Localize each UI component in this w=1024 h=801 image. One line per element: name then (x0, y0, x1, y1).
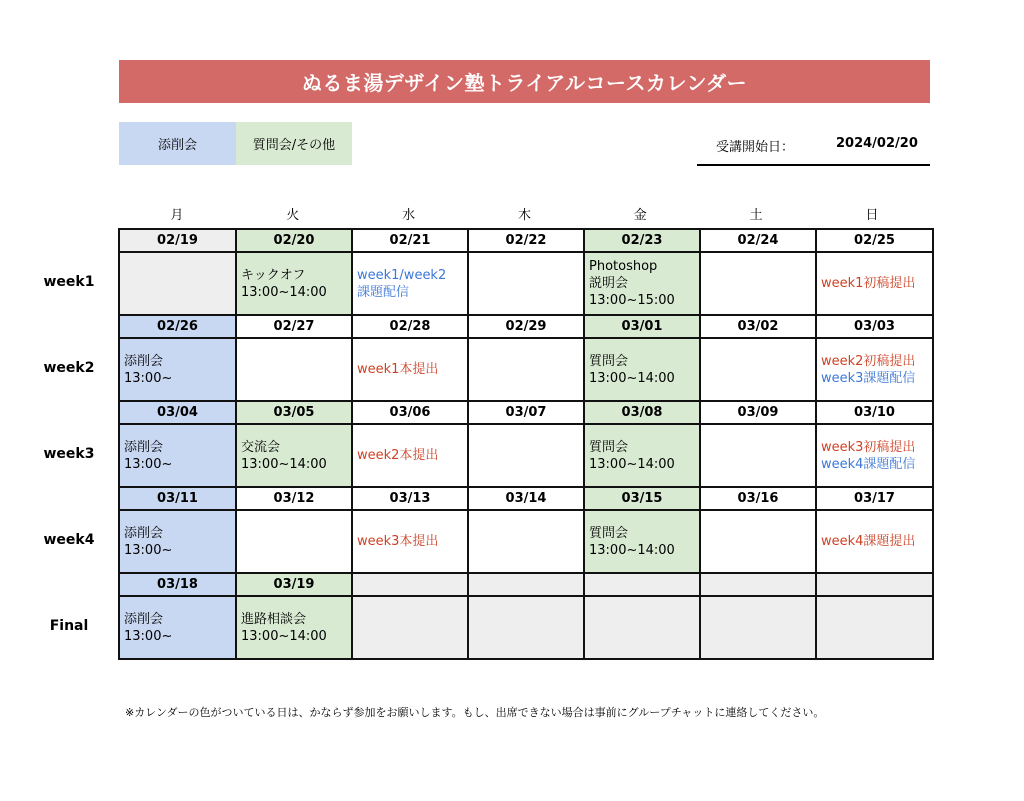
date-cell: 02/27 (236, 315, 352, 338)
date-cell: 02/25 (816, 229, 933, 252)
event-cell (584, 338, 700, 401)
event-cell (352, 596, 468, 659)
event-cell (236, 596, 352, 659)
event-cell (236, 338, 352, 401)
event-text: 説明会 (589, 276, 629, 291)
event-cell (816, 424, 933, 487)
event-text: 添削会 (124, 353, 164, 369)
event-cell (119, 252, 236, 315)
event-text: 13:00~14:00 (241, 456, 327, 472)
event-text: 添削会 (124, 525, 164, 541)
event-text: week3本提出 (357, 534, 439, 549)
weekday-mon: 月 (170, 208, 184, 223)
event-row (119, 424, 933, 487)
date-cell: 03/10 (816, 401, 933, 424)
start-date-underline (697, 164, 930, 166)
event-cell (816, 596, 933, 659)
event-cell (700, 252, 816, 315)
event-cell (700, 424, 816, 487)
date-cell (700, 573, 816, 596)
event-text: 13:00~ (124, 628, 173, 644)
date-row (119, 487, 933, 510)
event-text: キックオフ (241, 267, 306, 283)
event-cell (119, 338, 236, 401)
event-text: 13:00~ (124, 542, 173, 558)
event-text: 13:00~14:00 (241, 628, 327, 644)
date-cell: 02/23 (584, 229, 700, 252)
event-text: 添削会 (124, 611, 164, 627)
date-cell: 02/26 (119, 315, 236, 338)
weekday-fri: 金 (633, 208, 647, 223)
week-label: week2 (43, 359, 95, 376)
event-cell (119, 424, 236, 487)
legend-correction-session: 添削会 (119, 122, 236, 165)
event-text: week4課題提出 (821, 534, 916, 549)
date-cell: 03/07 (468, 401, 584, 424)
event-cell (119, 510, 236, 573)
event-cell (352, 338, 468, 401)
event-text: week2本提出 (357, 448, 439, 463)
event-text: week3課題配信 (821, 370, 916, 386)
calendar-title: ぬるま湯デザイン塾トライアルコースカレンダー (119, 60, 930, 103)
weekday-sun: 日 (865, 208, 879, 223)
weekday-wed: 水 (402, 208, 416, 223)
event-text: 質問会 (589, 353, 629, 369)
start-date-value: 2024/02/20 (836, 136, 918, 151)
event-row (119, 252, 933, 315)
event-text: 13:00~ (124, 370, 173, 386)
weekday-tue: 火 (286, 208, 300, 223)
event-cell (816, 510, 933, 573)
date-cell: 03/06 (352, 401, 468, 424)
event-text: 13:00~14:00 (589, 542, 675, 558)
event-text: week1本提出 (357, 362, 439, 377)
date-cell: 03/09 (700, 401, 816, 424)
event-text: 添削会 (124, 439, 164, 455)
event-cell (468, 424, 584, 487)
event-cell (584, 252, 700, 315)
event-text: week1初稿提出 (821, 276, 916, 291)
event-cell (584, 596, 700, 659)
date-cell: 03/17 (816, 487, 933, 510)
event-cell (468, 596, 584, 659)
event-row (119, 510, 933, 573)
event-text: 課題配信 (357, 284, 410, 300)
legend-qa-other: 質問会/その他 (236, 122, 352, 165)
date-cell (468, 573, 584, 596)
event-cell (352, 510, 468, 573)
date-cell: 02/24 (700, 229, 816, 252)
event-cell (236, 510, 352, 573)
date-cell (352, 573, 468, 596)
event-cell (816, 338, 933, 401)
event-cell (236, 424, 352, 487)
event-cell (584, 424, 700, 487)
event-text: week4課題配信 (821, 456, 916, 472)
week-label: week4 (43, 531, 95, 548)
date-row (119, 401, 933, 424)
event-cell (700, 338, 816, 401)
event-text: week3初稿提出 (821, 439, 916, 455)
event-cell (352, 252, 468, 315)
date-cell: 02/21 (352, 229, 468, 252)
event-text: 13:00~ (124, 456, 173, 472)
weekday-sat: 土 (749, 208, 763, 223)
date-cell: 03/02 (700, 315, 816, 338)
date-cell: 03/01 (584, 315, 700, 338)
event-text: 質問会 (589, 525, 629, 541)
date-cell: 03/12 (236, 487, 352, 510)
event-text: 13:00~14:00 (589, 456, 675, 472)
event-text: 13:00~14:00 (241, 284, 327, 300)
week-label: week1 (43, 273, 95, 290)
date-row (119, 315, 933, 338)
event-cell (352, 424, 468, 487)
date-cell: 03/15 (584, 487, 700, 510)
date-cell: 03/19 (236, 573, 352, 596)
attendance-note: ※カレンダーの色がついている日は、かならず参加をお願いします。もし、出席できない場合は事前にグループチャットに連絡してください。 (125, 706, 825, 719)
event-text: 13:00~15:00 (589, 293, 675, 308)
weekday-thu: 木 (517, 208, 531, 223)
start-date-label: 受講開始日： (716, 140, 795, 155)
event-text: 進路相談会 (241, 611, 307, 627)
event-text: Photoshop (589, 259, 658, 274)
date-cell: 03/05 (236, 401, 352, 424)
date-cell: 03/11 (119, 487, 236, 510)
event-text: 13:00~14:00 (589, 370, 675, 386)
event-cell (468, 252, 584, 315)
date-cell: 03/03 (816, 315, 933, 338)
event-row (119, 596, 933, 659)
date-cell: 03/13 (352, 487, 468, 510)
event-cell (584, 510, 700, 573)
date-cell: 02/28 (352, 315, 468, 338)
date-cell: 02/29 (468, 315, 584, 338)
event-text: week1/week2 (357, 267, 447, 283)
date-cell: 03/04 (119, 401, 236, 424)
event-cell (816, 252, 933, 315)
date-cell (584, 573, 700, 596)
date-cell: 03/14 (468, 487, 584, 510)
date-cell: 02/19 (119, 229, 236, 252)
event-cell (119, 596, 236, 659)
date-cell: 03/08 (584, 401, 700, 424)
calendar-grid (118, 228, 934, 660)
date-cell: 02/20 (236, 229, 352, 252)
event-cell (468, 338, 584, 401)
weekday-header (119, 204, 930, 223)
date-cell: 02/22 (468, 229, 584, 252)
event-text: 交流会 (241, 439, 281, 455)
event-text: 質問会 (589, 439, 629, 455)
date-row (119, 573, 933, 596)
date-cell: 03/16 (700, 487, 816, 510)
event-cell (700, 596, 816, 659)
week-label: week3 (43, 445, 95, 462)
event-cell (468, 510, 584, 573)
date-cell (816, 573, 933, 596)
event-row (119, 338, 933, 401)
week-label: Final (49, 617, 89, 634)
event-cell (236, 252, 352, 315)
event-text: week2初稿提出 (821, 353, 916, 369)
date-cell: 03/18 (119, 573, 236, 596)
date-row (119, 229, 933, 252)
event-cell (700, 510, 816, 573)
